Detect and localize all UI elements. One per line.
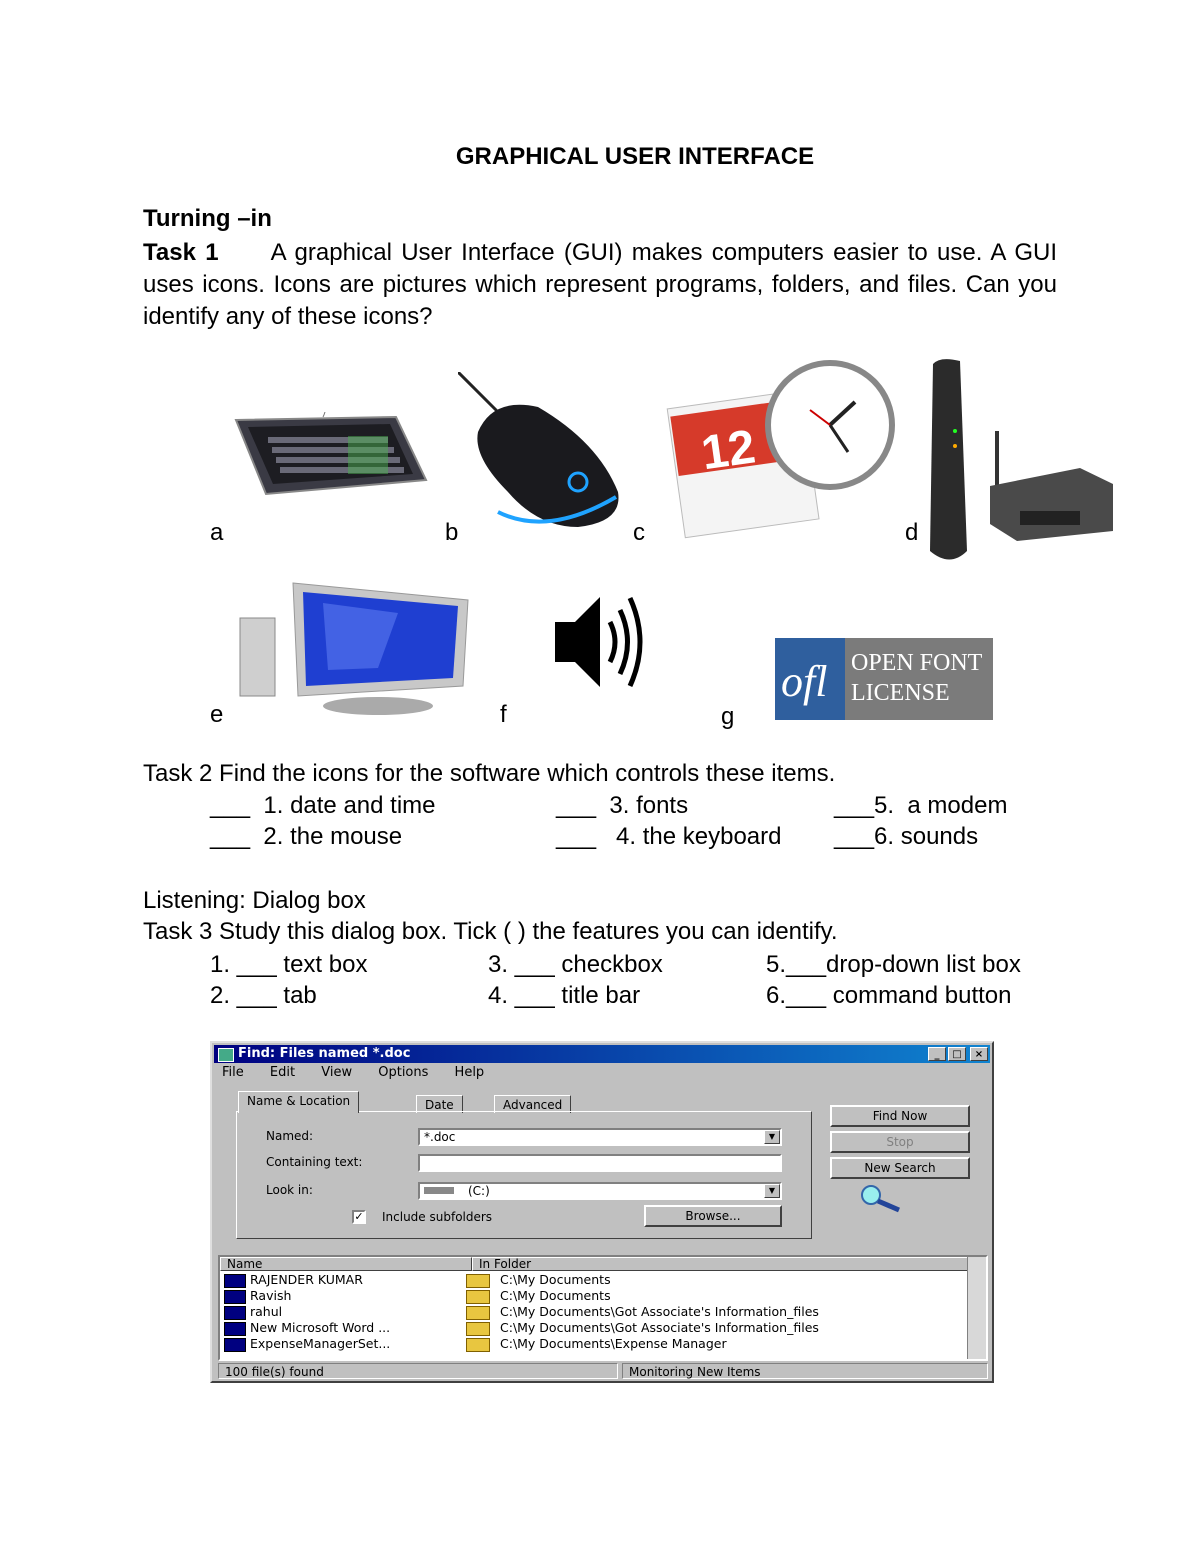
task2-item-3: ___ 3. fonts bbox=[556, 792, 689, 819]
named-dropdown-icon[interactable]: ▼ bbox=[764, 1130, 780, 1144]
listening-heading: Listening: Dialog box bbox=[143, 887, 366, 914]
ofl-line1: OPEN FONT bbox=[851, 650, 983, 676]
find-dialog bbox=[210, 1041, 994, 1383]
col-folder-header[interactable]: In Folder bbox=[472, 1257, 968, 1271]
maximize-button[interactable]: □ bbox=[948, 1047, 966, 1061]
modem-router-image bbox=[925, 356, 1115, 566]
icon-label-b: b bbox=[445, 519, 459, 546]
task3-item-2: 2. ___ tab bbox=[210, 982, 317, 1009]
task1-paragraph bbox=[143, 237, 1057, 333]
find-now-button[interactable]: Find Now bbox=[830, 1105, 970, 1127]
status-bar bbox=[218, 1363, 988, 1379]
task2-item-1: ___ 1. date and time bbox=[210, 792, 436, 819]
word-doc-icon bbox=[224, 1274, 246, 1288]
task2-item-5: ___5. a modem bbox=[834, 792, 1008, 819]
look-in-dropdown-icon[interactable]: ▼ bbox=[764, 1184, 780, 1198]
task3-item-6: 6.___ command button bbox=[766, 982, 1012, 1009]
browse-button[interactable]: Browse... bbox=[644, 1205, 782, 1227]
word-doc-icon bbox=[224, 1338, 246, 1352]
minimize-button[interactable]: _ bbox=[928, 1047, 946, 1061]
task3-item-5: 5.___drop-down list box bbox=[766, 951, 1021, 978]
ofl-mark: ofl bbox=[781, 657, 828, 706]
task1-label: Task 1 bbox=[143, 239, 219, 266]
result-row[interactable]: rahul C:\My Documents\Got Associate's Information_files bbox=[224, 1304, 819, 1320]
icon-label-a: a bbox=[210, 519, 224, 546]
result-row[interactable]: Ravish C:\My Documents bbox=[224, 1288, 611, 1304]
containing-text-input[interactable] bbox=[418, 1154, 782, 1172]
menu-file[interactable]: File bbox=[222, 1065, 244, 1080]
drive-icon bbox=[424, 1187, 454, 1194]
status-count: 100 file(s) found bbox=[218, 1363, 618, 1379]
icon-label-g: g bbox=[721, 703, 735, 730]
result-row[interactable]: New Microsoft Word ... C:\My Documents\Got Associate's Information_files bbox=[224, 1320, 819, 1336]
page-title: GRAPHICAL USER INTERFACE bbox=[455, 143, 815, 170]
task3-item-4: 4. ___ title bar bbox=[488, 982, 641, 1009]
ofl-logo bbox=[775, 638, 993, 720]
icon-label-f: f bbox=[500, 701, 507, 728]
menu-edit[interactable]: Edit bbox=[269, 1065, 296, 1080]
speaker-icon bbox=[555, 592, 645, 692]
close-button[interactable]: × bbox=[970, 1047, 988, 1061]
results-list[interactable] bbox=[218, 1255, 988, 1361]
folder-icon bbox=[466, 1274, 490, 1288]
task2-item-6: ___6. sounds bbox=[834, 823, 979, 850]
status-monitor: Monitoring New Items bbox=[622, 1363, 988, 1379]
subfolders-label: Include subfolders bbox=[382, 1210, 493, 1224]
icon-label-e: e bbox=[210, 701, 224, 728]
named-label: Named: bbox=[266, 1129, 314, 1143]
word-doc-icon bbox=[224, 1290, 246, 1304]
look-in-label: Look in: bbox=[266, 1183, 313, 1197]
magnifier-icon bbox=[857, 1185, 905, 1213]
menu-view[interactable]: View bbox=[321, 1065, 353, 1080]
folder-icon bbox=[466, 1338, 490, 1352]
menu-options[interactable]: Options bbox=[378, 1065, 429, 1080]
mouse-image bbox=[458, 372, 628, 532]
containing-text-label: Containing text: bbox=[266, 1155, 363, 1169]
look-in-value: (C:) bbox=[468, 1184, 490, 1198]
tab-advanced[interactable]: Advanced bbox=[494, 1095, 571, 1113]
col-name-header[interactable]: Name bbox=[220, 1257, 472, 1271]
new-search-button[interactable]: New Search bbox=[830, 1157, 970, 1179]
folder-icon bbox=[466, 1322, 490, 1336]
tab-date[interactable]: Date bbox=[416, 1095, 463, 1113]
task3-heading: Task 3 Study this dialog box. Tick ( ) the features you can identify. bbox=[143, 918, 838, 945]
vertical-scrollbar[interactable] bbox=[967, 1257, 986, 1359]
task1-text: A graphical User Interface (GUI) makes computers easier to use. A GUI uses icons. Icons are pictures which represent programs, folders, and files. Can you identify any of these icons? bbox=[143, 239, 1058, 330]
subfolders-checkbox[interactable]: ✓ bbox=[352, 1210, 366, 1224]
word-doc-icon bbox=[224, 1306, 246, 1320]
computer-image bbox=[238, 578, 478, 718]
section-heading-turning-in: Turning –in bbox=[143, 205, 272, 232]
folder-icon bbox=[466, 1306, 490, 1320]
task2-heading: Task 2 Find the icons for the software which controls these items. bbox=[143, 760, 836, 787]
icon-label-d: d bbox=[905, 519, 919, 546]
icon-label-c: c bbox=[633, 519, 645, 546]
menu-bar bbox=[222, 1065, 506, 1080]
tab-name-location[interactable]: Name & Location bbox=[238, 1091, 359, 1113]
named-input[interactable] bbox=[418, 1128, 782, 1146]
task3-item-1: 1. ___ text box bbox=[210, 951, 368, 978]
word-doc-icon bbox=[224, 1322, 246, 1336]
look-in-select[interactable] bbox=[418, 1182, 782, 1200]
task3-item-3: 3. ___ checkbox bbox=[488, 951, 663, 978]
result-row[interactable]: RAJENDER KUMAR C:\My Documents bbox=[224, 1272, 611, 1288]
calendar-clock-image bbox=[665, 360, 900, 540]
svg-text:12: 12 bbox=[698, 420, 759, 481]
dialog-title-bar[interactable] bbox=[214, 1045, 990, 1063]
menu-help[interactable]: Help bbox=[454, 1065, 485, 1080]
search-icon bbox=[218, 1048, 234, 1062]
ofl-line2: LICENSE bbox=[851, 680, 950, 706]
dialog-title: Find: Files named *.doc bbox=[238, 1046, 411, 1061]
result-row[interactable]: ExpenseManagerSet... C:\My Documents\Expense Manager bbox=[224, 1336, 727, 1352]
folder-icon bbox=[466, 1290, 490, 1304]
task2-item-2: ___ 2. the mouse bbox=[210, 823, 403, 850]
task2-item-4: ___ 4. the keyboard bbox=[556, 823, 782, 850]
keyboard-image bbox=[228, 412, 428, 497]
stop-button[interactable]: Stop bbox=[830, 1131, 970, 1153]
named-value: *.doc bbox=[424, 1130, 456, 1144]
